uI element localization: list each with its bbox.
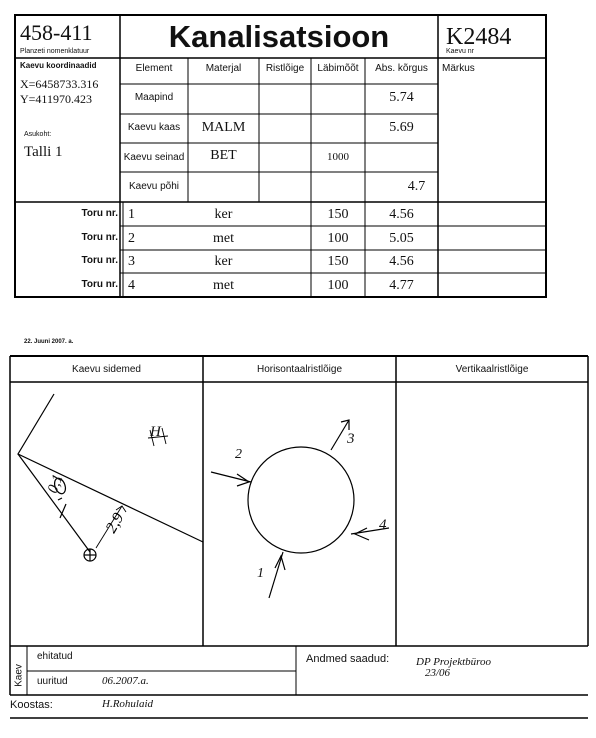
sketch-label-29: 2,9 (102, 510, 128, 536)
sketch-label-01: 0,1 (45, 472, 67, 496)
page-title: Kanalisatsioon (168, 19, 390, 54)
pipe-label-2: 2 (235, 447, 242, 462)
element-name: Kaevu põhi (128, 181, 180, 192)
element-labimoot: 1000 (327, 151, 349, 163)
pipe-labimoot: 150 (327, 254, 349, 269)
sketch-label-h: H (152, 444, 153, 445)
element-abs: 5.69 (389, 120, 414, 135)
pipe-labimoot: 100 (327, 231, 349, 246)
pipe-label-4: 4 (379, 517, 387, 533)
pipe-label: Toru nr. (81, 208, 118, 219)
pipe-materjal: met (213, 231, 234, 246)
pipe-abs: 4.56 (389, 254, 414, 269)
col-header-materjal: Materjal (205, 63, 242, 74)
nomenclature-code: 458-411 (20, 20, 93, 45)
element-abs: 4.7 (407, 179, 426, 194)
element-materjal: BET (210, 148, 237, 163)
element-name: Kaevu kaas (127, 122, 181, 133)
panel-title-sidemed: Kaevu sidemed (72, 364, 141, 375)
asukoht-value: Talli 1 (24, 144, 63, 160)
uuritud-label: uuritud (37, 676, 68, 687)
pipe-nr: 1 (128, 207, 135, 222)
pipe-abs: 4.77 (389, 278, 414, 293)
ehitatud-label: ehitatud (37, 651, 73, 662)
sketch-label-h-text: H (150, 424, 161, 440)
pipe-label: Toru nr. (81, 255, 118, 266)
coord-y: Y=411970.423 (20, 92, 92, 106)
nomenclature-label: Planzeti nomenklatuur (20, 48, 90, 55)
koostas-value: H.Rohulaid (102, 698, 154, 710)
asukoht-label: Asukoht: (24, 131, 52, 138)
pipe-label: Toru nr. (81, 279, 118, 290)
pipe-materjal: met (213, 278, 234, 293)
pipe-abs: 5.05 (389, 231, 414, 246)
element-materjal: MALM (201, 120, 246, 135)
pipe-label: Toru nr. (81, 232, 118, 243)
element-name: Maapind (134, 92, 174, 103)
col-header-labimoot: Läbimõõt (317, 63, 359, 74)
col-header-ristloige: Ristlõige (265, 63, 305, 74)
date-stamp: 22. Juuni 2007. a. (24, 339, 74, 345)
sidemed-sketch (10, 382, 203, 646)
pipe-labimoot: 150 (327, 207, 349, 222)
pipe-nr: 2 (128, 231, 135, 246)
pipe-materjal: ker (214, 207, 233, 222)
panel-title-vertikaal: Vertikaalristlõige (455, 364, 529, 375)
pipe-label-3: 3 (347, 431, 355, 447)
koostas-label: Koostas: (10, 699, 53, 711)
coord-x: X=6458733.316 (20, 77, 99, 91)
col-header-element: Element (135, 63, 173, 74)
pipe-labimoot: 100 (327, 278, 349, 293)
pipe-nr: 3 (128, 254, 135, 269)
pipe-label-1: 1 (257, 566, 264, 581)
pipe-nr: 4 (128, 278, 135, 293)
element-name: Kaevu seinad (123, 152, 185, 163)
coords-label: Kaevu koordinaadid (20, 61, 97, 70)
andmed-date: 23/06 (425, 667, 451, 679)
panel-title-horisontaal: Horisontaalristlõige (256, 364, 343, 375)
kaevu-nr-label: Kaevu nr (446, 48, 475, 55)
pipe-abs: 4.56 (389, 207, 414, 222)
col-header-abs-korgus: Abs. kõrgus (375, 63, 428, 74)
pipe-materjal: ker (214, 254, 233, 269)
andmed-label: Andmed saadud: (306, 653, 390, 665)
col-header-markus: Märkus (442, 63, 475, 74)
kaev-label: Kaev (13, 664, 25, 687)
kaevu-nr-value: K2484 (446, 24, 512, 50)
andmed-value: DP Projektbüroo (416, 656, 492, 668)
element-abs: 5.74 (389, 90, 414, 105)
uuritud-value: 06.2007.a. (102, 675, 149, 687)
horisontaal-sketch (203, 382, 396, 646)
